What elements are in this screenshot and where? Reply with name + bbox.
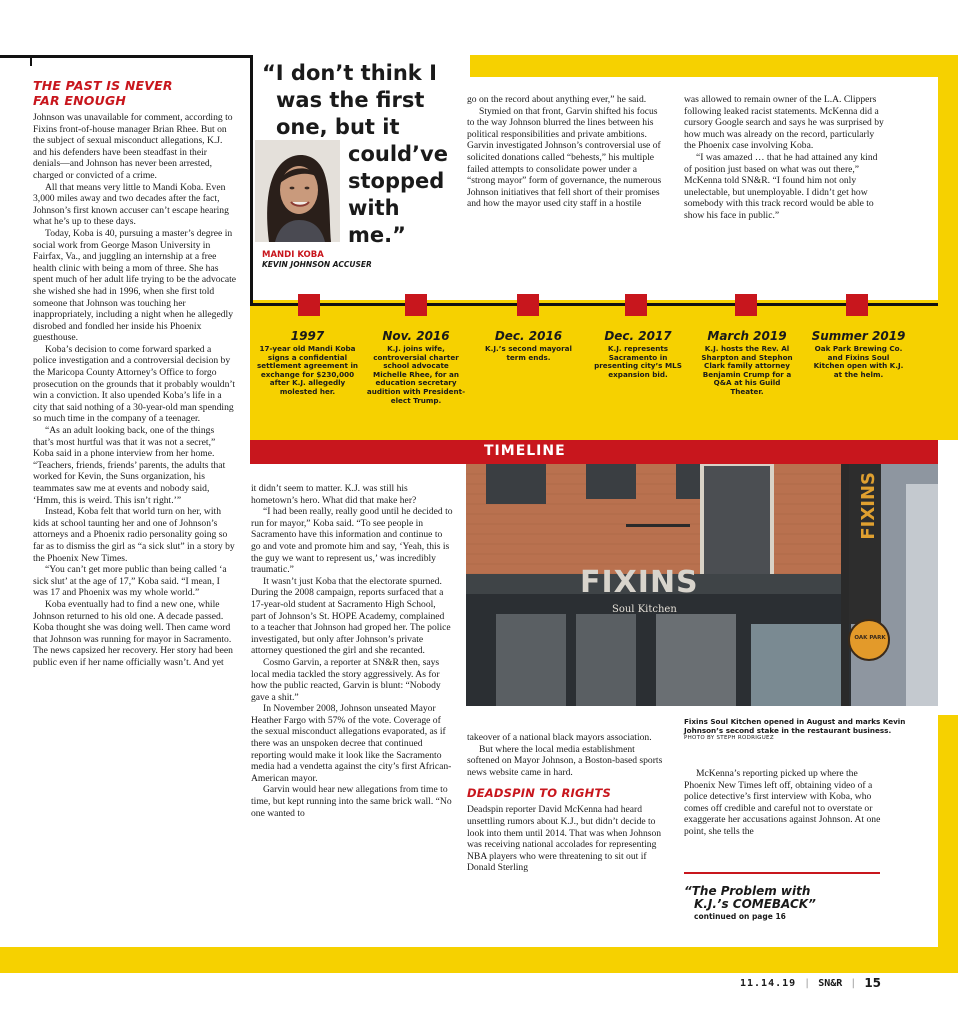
photo-sign-sub: Soul Kitchen <box>612 604 677 615</box>
paragraph: Garvin would hear new allegations from time to time, but kept running into the same brick wall. “No one wanted to <box>251 784 452 819</box>
timeline-item-dec-2016 <box>481 330 576 362</box>
timeline-desc: K.J. hosts the Rev. Al Sharpton and Stephon Clark family attorney Benjamin Crump for a Q&A at his Guild Theater. <box>701 344 793 396</box>
footer-divider: | <box>804 977 811 989</box>
paragraph: it didn’t seem to matter. K.J. was still his hometown’s hero. What did that make her? <box>251 483 417 506</box>
timeline-marker <box>846 294 868 316</box>
column-4-top <box>684 94 884 222</box>
footer-divider: | <box>850 977 857 989</box>
paragraph: Deadspin reporter David McKenna had heard unsettling rumors about K.J., but didn’t decide to look into them until 2014. That was when Johnson was receiving national accolades for representing NBA players who were threatening to sit out if Donald Sterling <box>467 804 662 874</box>
right-yellow-bar-bottom <box>938 715 958 947</box>
accuser-role: KEVIN JOHNSON ACCUSER <box>262 260 372 269</box>
timeline-date: Dec. 2016 <box>494 329 563 343</box>
photo-caption <box>684 718 934 741</box>
paragraph: It wasn’t just Koba that the electorate spurned. During the 2008 campaign, reports surfaced that a 17-year-old student at Sacramento High School, part of Johnson’s St. HOPE Academy, complained to a teacher that Johnson had groped her. The police investigated, but only after Johnson’s private attorney questioned the girl and she recanted. <box>251 575 451 657</box>
timeline-date: Dec. 2017 <box>604 329 672 343</box>
timeline-desc: 17-year old Mandi Koba signs a confidential settlement agreement in exchange for $230,000 after K.J. allegedly molested her. <box>256 344 359 396</box>
paragraph: Cosmo Garvin, a reporter at SN&R then, says local media tackled the story aggressively. As for how the public reacted, Garvin is blunt: “Nobody gave a shit.” <box>251 656 441 703</box>
paragraph: “You can’t get more public than being called ‘a sick slut’ at the age of 17,” Koba said. “I mean, I was 17 and Phoenix was my whole world.” <box>33 564 227 599</box>
paragraph: Johnson was unavailable for comment, according to Fixins front-of-house manager Brian Rhee. But on the subject of sexual misconduct allegations, K.J. and his defenders have been steadfast in their denials—and Johnson has never been arrested, charged or convicted of a crime. <box>33 112 233 181</box>
column-1-text <box>33 112 236 669</box>
continued-note: continued on page 16 <box>694 912 786 921</box>
timeline-desc: Oak Park Brewing Co. and Fixins Soul Kitchen open with K.J. at the helm. <box>813 344 904 379</box>
right-yellow-bar-top <box>938 55 958 300</box>
paragraph: “I had been really, really good until he decided to run for mayor,” Koba said. “To see people in Sacramento have this information and continue to go and vote and promote him and say, ‘Yeah, this is the guy we want to represent us,’ was incredibly traumatic.” <box>251 506 453 576</box>
column-1 <box>33 78 236 669</box>
photo-round-sign: OAK PARK <box>854 635 886 641</box>
paragraph: All that means very little to Mandi Koba. Even 3,000 miles away and two decades after the fact, Johnson’s first known accuser can’t escape hearing what he’s up to these days. <box>33 181 229 228</box>
page-number: 15 <box>864 976 882 990</box>
paragraph: Instead, Koba felt that world turn on her, with kids at school taunting her and one of Johnson’s attorneys and a Phoenix radio personality going so far as to dismiss the girl as “a sick slut” in a story by the Phoenix New Times. <box>33 506 235 564</box>
footer <box>740 976 940 990</box>
timeline-desc: K.J. joins wife, controversial charter school advocate Michelle Rhee, for an education secretary audition with President-elect Trump. <box>366 344 466 405</box>
pullquote-line: stopped <box>348 169 445 193</box>
continued-title-1: “The Problem with <box>684 884 811 898</box>
photo-sign-main: FIXINS <box>580 565 699 600</box>
timeline-marker <box>517 294 539 316</box>
top-left-rule <box>0 55 253 58</box>
pullquote-line: was the first <box>276 88 425 112</box>
paragraph: McKenna’s reporting picked up where the Phoenix New Times left off, obtaining video of a police detective’s first interview with Koba, who comes off credible and careful not to overstate or exaggerate her accusations against Johnson. At one point, she tells the <box>684 768 881 837</box>
footer-date: 11.14.19 <box>740 977 797 989</box>
paragraph: In November 2008, Johnson unseated Mayor Heather Fargo with 57% of the vote. Coverage of the sexual misconduct allegations evaporated, as if there was an unspoken decree that continued reporting would make it look like the Sacramento media had a vendetta against the city’s first African-American mayor. <box>251 703 452 784</box>
paragraph: go on the record about anything ever,” he said. <box>467 94 647 105</box>
pullquote-attribution <box>262 250 452 269</box>
section-heading-deadspin: DEADSPIN TO RIGHTS <box>467 786 612 801</box>
timeline-marker <box>625 294 647 316</box>
continued-title-2: K.J.’s COMEBACK” <box>694 897 816 911</box>
pullquote-line: “I don’t think I <box>262 61 437 85</box>
timeline-item-dec-2017 <box>588 330 688 379</box>
paragraph: takeover of a national black mayors association. <box>467 732 652 743</box>
timeline-desc: K.J. represents Sacramento in presenting city’s MLS expansion bid. <box>594 344 682 379</box>
continued-teaser <box>684 885 884 921</box>
section-heading-past: THE PAST IS NEVER FAR ENOUGH <box>33 78 173 108</box>
column-4-bottom <box>684 768 884 838</box>
photo-credit: PHOTO BY STEPH RODRIGUEZ <box>684 735 774 742</box>
timeline-label-bar <box>250 440 938 464</box>
timeline-item-nov-2016 <box>366 330 466 405</box>
timeline-item-1997 <box>255 330 360 397</box>
timeline-desc: K.J.’s second mayoral term ends. <box>485 344 572 362</box>
timeline-marker <box>298 294 320 316</box>
pullquote-left-rule <box>250 55 253 305</box>
column-3-bottom <box>467 732 667 874</box>
timeline-item-summer-2019 <box>811 330 906 379</box>
top-yellow-bar <box>470 55 958 77</box>
bottom-yellow-bar <box>0 947 958 973</box>
portrait-illustration <box>255 140 340 242</box>
paragraph: “I was amazed … that he had attained any kind of position just based on what was out there,” McKenna told SN&R. “I found him not only unelectable, but unemployable. I didn’t get how somebody with this track record would be able to show his face in public.” <box>684 151 878 221</box>
timeline-marker <box>735 294 757 316</box>
continued-rule <box>684 872 880 874</box>
paragraph: was allowed to remain owner of the L.A. Clippers following leaked racist statements. McKenna did a cursory Google search and says he was surprised by how much was already on the record, particularly the Phoenix case involving Koba. <box>684 94 884 152</box>
paragraph: Koba eventually had to find a new one, while Johnson returned to his old one. A decade passed. Koba thought she was doing well. Then came word that Johnson was running for mayor in Sacramento. The news capsized her recovery. Her story had been public even if her name officially wasn’t. And yet <box>33 598 233 668</box>
footer-pub: SN&R <box>818 977 843 989</box>
accuser-name: MANDI KOBA <box>262 250 324 260</box>
timeline-marker <box>405 294 427 316</box>
timeline-date: March 2019 <box>707 329 787 343</box>
pullquote-line: one, but it <box>276 115 400 139</box>
paragraph: “As an adult looking back, one of the things that’s most hurtful was that it was not a secret,” Koba said in a phone interview from her home. “Teachers, friends, friends’ parents, the adults that worked for Kevin, the Suns organization, his teammates saw me at events and nobody said, ‘Hmm, this is weird. This isn’t right.’” <box>33 425 226 506</box>
paragraph: Today, Koba is 40, pursuing a master’s degree in social work from George Mason University in Fairfax, Va., and juggling an internship at a free health clinic with being a mom of three. She has spent much of her adult life trying to be the advocate she wished she had in 1996, when she first told someone that Johnson was touching her inappropriately, including a night when he allegedly disrobed and fondled her inside his Phoenix guesthouse. <box>33 227 237 344</box>
pullquote-line: me.” <box>348 223 406 247</box>
pullquote-line: could’ve <box>348 142 448 166</box>
pullquote-line: with <box>348 196 400 220</box>
caption-text: Fixins Soul Kitchen opened in August and marks Kevin Johnson’s second stake in the restaurant business. <box>684 717 906 735</box>
timeline-top-rule <box>250 303 938 306</box>
paragraph: Stymied on that front, Garvin shifted his focus to the way Johnson blurred the lines between his political responsibilities and private ambitions. Garvin investigated Johnson’s controversial use of solicited donations called “behests,” his multiple failed attempts to consolidate power under a “strong mayor” form of governance, the numerous Johnson initiatives that fell short of their promises and how the mayor used city staff in a hostile <box>467 105 662 210</box>
paragraph: Koba’s decision to come forward sparked a police investigation and a controversial decision by the Maricopa County Attorney’s Office to forgo prosecution on the grounds that it probably wouldn’t win a conviction. It also upended Koba’s life in a city that said nothing of a 30-year-old man spending so much time in the company of a teenager. <box>33 343 236 425</box>
timeline-date: Nov. 2016 <box>382 329 450 343</box>
timeline-label: TIMELINE <box>484 443 566 459</box>
photo-blade-sign: FIXINS <box>858 472 879 540</box>
column-2-bottom <box>251 483 453 819</box>
timeline-item-march-2019 <box>699 330 795 397</box>
column-3-top <box>467 94 667 210</box>
timeline-date: 1997 <box>290 329 325 343</box>
left-col-rule <box>30 58 32 66</box>
portrait-photo <box>255 140 340 242</box>
paragraph: But where the local media establishment softened on Mayor Johnson, a Boston-based sports news website came in hard. <box>467 743 663 778</box>
timeline-date: Summer 2019 <box>811 329 906 343</box>
